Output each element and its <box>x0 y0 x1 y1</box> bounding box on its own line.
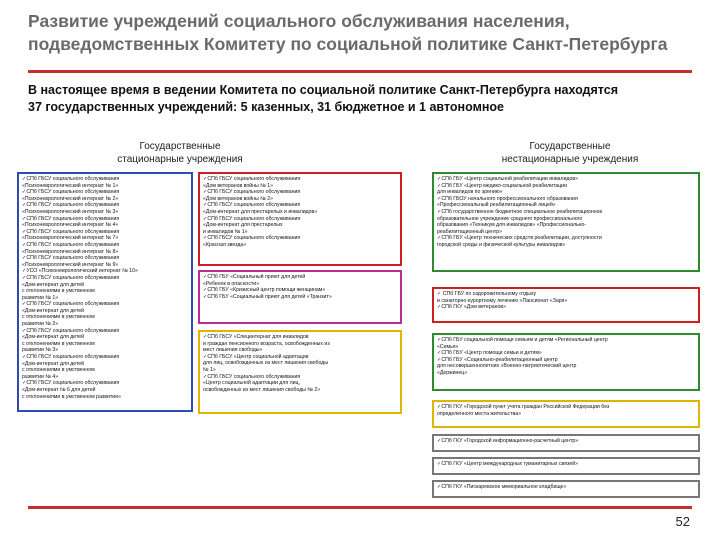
list-item: «Психоневрологический интернат № 7» <box>22 235 119 242</box>
list-item: «Психоневрологический интернат № 1» <box>22 182 119 189</box>
list-item: для лиц, освобожденных из мест лишения свободы <box>203 360 329 367</box>
list-item: образовательное учреждение среднего профессионального <box>437 215 583 222</box>
list-item: для несовершеннолетних «Военно-патриотический центр <box>437 363 577 370</box>
list-item: ✓СПб ГКУ «Центр международных гуманитарных связей» <box>437 461 579 467</box>
list-item: с отклонениями в умственном <box>22 367 95 374</box>
list-item: ✓СПб ГБСУ социального обслуживания <box>22 241 120 248</box>
list-item: «Держинец» <box>437 369 468 376</box>
list-item: ✓СПб ГБСУ социального обслуживания <box>203 202 301 209</box>
list-item: и инвалидов № 1» <box>203 228 248 235</box>
list-item: «Дом-интернат для детей <box>22 334 85 341</box>
footer-divider <box>28 506 692 509</box>
list-item: ✓СПб ГБУ «Центр медико-социальной реабилитации <box>437 182 567 189</box>
list-item: «Дом-интернат для престарелых и инвалидов» <box>203 208 318 215</box>
list-item: «Красная звезда» <box>203 241 247 248</box>
list-item: ✓СПб ГБСУ социального обслуживания <box>203 373 301 380</box>
list-item: ✓СПб ГБСУ социального обслуживания <box>22 176 120 182</box>
list-item: ✓СПб ГБСУ социального обслуживания <box>22 380 120 387</box>
list-item: и граждан пенсионного возраста, освобожденных из <box>203 340 330 347</box>
list-item: «Дом-интернат для детей <box>22 281 85 288</box>
intro-text <box>28 82 708 116</box>
list-item: «Дом-интернат для детей <box>22 307 85 314</box>
list-item: ✓СПб ГБУ «Центр помощи семьи и детям» <box>437 350 542 357</box>
list-item: ✓СПб ГБУ «Социально-реабилитационный центр <box>437 356 558 363</box>
list-item: «Ребенок в опасности» <box>203 280 260 287</box>
list-item: «Психоневрологический интернат № 9» <box>22 261 119 268</box>
list-item: развитии № 4» <box>22 373 59 380</box>
list-item: ✓СПб ГКУ «Дом ветеранов» <box>437 304 506 311</box>
title-line-2: подведомственных Комитету по социальной политике Санкт-Петербурга <box>28 34 668 54</box>
list-item: ✓СПб ГБСУ социального обслуживания <box>22 301 120 308</box>
list-item: ✓СПб ГБСУ социального обслуживания <box>203 235 301 242</box>
list-item: ✓СПб ГБОУ начального профессионального образования <box>437 195 578 202</box>
list-item: «Дом-интернат для престарелых <box>203 222 283 229</box>
list-item: ✓УСО «Психоневрологический интернат № 10» <box>22 268 138 275</box>
list-item: «Центр социальной адаптации для лиц, <box>203 380 300 387</box>
box-veterans <box>198 172 402 266</box>
list-item: № 1» <box>203 366 216 373</box>
list-item: ✓СПб государственное бюджетное специальное реабилитационное <box>437 208 603 215</box>
list-item: освобожденных из мест лишения свободы № 2» <box>203 386 321 393</box>
box-rehab <box>432 172 700 272</box>
list-item: с отклонениями в умственном развитии» <box>22 393 121 400</box>
left-column-heading <box>80 140 280 166</box>
list-item: и санаторно-курортному лечению «Пансионат «Заря» <box>437 297 568 304</box>
list-item: ✓СПб ГБСУ социального обслуживания <box>203 215 301 222</box>
list-item: с отклонениями в умственном <box>22 288 95 295</box>
left-heading-line-1: Государственные <box>139 141 221 152</box>
right-heading-line-2: нестационарные учреждения <box>501 154 639 165</box>
list-item: для инвалидов по зрению» <box>437 189 503 196</box>
list-item: «Дом-интернат № 6 для детей <box>22 387 96 393</box>
list-item: ✓СПб ГБУ социальной помощи семьям и детям «Региональный центр <box>437 337 608 343</box>
list-item: ✓ СПб ГБУ по оздоровительному отдыху <box>437 291 537 297</box>
list-item: ✓СПб ГБСУ социального обслуживания <box>22 255 120 262</box>
list-item: мест лишения свободы» <box>203 347 263 354</box>
list-item: с отклонениями в умственном <box>22 314 95 321</box>
list-item: ✓СПб ГБУ «Социальный приют для детей <box>203 274 306 280</box>
title-line-1: Развитие учреждений социального обслуживания населения, <box>28 11 570 31</box>
list-item: «Профессиональный реабилитационный лицей» <box>437 202 556 209</box>
list-item: «Психоневрологический интернат № 3» <box>22 208 119 215</box>
list-item: ✓СПб ГБСУ социального обслуживания <box>203 189 301 196</box>
list-item: ✓СПб ГБУ «Центр социальной реабилитации инвалидов» <box>437 176 579 182</box>
list-item: определенного места жительства» <box>437 410 521 417</box>
list-item: ✓СПб ГБСУ социального обслуживания <box>22 189 120 196</box>
list-item: «Психоневрологический интернат № 4» <box>22 222 119 229</box>
left-heading-line-2: стационарные учреждения <box>117 154 243 165</box>
list-item: ✓СПб ГБСУ социального обслуживания <box>22 228 120 235</box>
right-heading-line-1: Государственные <box>529 141 611 152</box>
list-item: ✓СПб ГБСУ социального обслуживания <box>22 327 120 334</box>
title-divider <box>28 70 692 73</box>
list-item: ✓СПб ГБУ «Кризисный центр помощи женщинам» <box>203 287 326 294</box>
list-item: развитии № 2» <box>22 321 59 328</box>
list-item: ✓СПб ГБСУ социального обслуживания <box>203 176 301 182</box>
box-families <box>432 333 700 391</box>
list-item: ✓СПб ГБСУ «Центр социальной адаптации <box>203 353 309 360</box>
right-column-heading <box>470 140 670 166</box>
list-item: «Психоневрологический интернат № 2» <box>22 195 119 202</box>
list-item: развитии № 3» <box>22 347 59 354</box>
list-item: «Дом-интернат для детей <box>22 360 85 367</box>
intro-line-1: В настоящее время в ведении Комитета по социальной политике Санкт-Петербурга находятся <box>28 83 618 97</box>
list-item: ✓СПб ГБУ «Социальный приют для детей «Транзит» <box>203 293 332 300</box>
list-item: ✓СПб ГБСУ социального обслуживания <box>22 215 120 222</box>
list-item: образования «Техникум для инвалидов» «Профессионально- <box>437 222 587 229</box>
list-item: городской среды и физической культуры инвалидов» <box>437 241 566 248</box>
slide-title <box>28 10 708 56</box>
list-item: ✓СПб ГКУ «Пискаревское мемориальное кладбище» <box>437 484 567 490</box>
list-item: «Семья» <box>437 343 459 350</box>
list-item: «Дом ветеранов войны № 2» <box>203 195 273 202</box>
list-item: «Психоневрологический интернат № 8» <box>22 248 119 255</box>
list-item: ✓СПб ГКУ «Городской информационно-расчетный центр» <box>437 438 579 444</box>
page-number: 52 <box>675 514 690 529</box>
list-item: с отклонениями в умственном <box>22 340 95 347</box>
box-info-center <box>432 434 700 452</box>
box-sanatorium <box>432 287 700 323</box>
list-item: ✓СПб ГБСУ «Специнтернат для инвалидов <box>203 334 309 340</box>
box-humanitarian <box>432 457 700 475</box>
list-item: ✓СПб ГКУ «Городской пункт учета граждан Российской Федерации без <box>437 404 610 410</box>
list-item: «Дом ветеранов войны № 1» <box>203 182 273 189</box>
box-registry <box>432 400 700 428</box>
list-item: реабилитационный центр» <box>437 228 503 235</box>
box-shelters <box>198 270 402 324</box>
box-special <box>198 330 402 414</box>
list-item: развитии № 1» <box>22 294 59 301</box>
box-internats <box>17 172 193 412</box>
list-item: ✓СПб ГБСУ социального обслуживания <box>22 202 120 209</box>
list-item: ✓СПб ГБСУ социального обслуживания <box>22 354 120 361</box>
list-item: ✓СПб ГБСУ социального обслуживания <box>22 274 120 281</box>
box-cemetery <box>432 480 700 498</box>
list-item: ✓СПб ГБУ «Центр технических средств реабилитации, доступности <box>437 235 602 242</box>
intro-line-2: 37 государственных учреждений: 5 казенных, 31 бюджетное и 1 автономное <box>28 100 504 114</box>
